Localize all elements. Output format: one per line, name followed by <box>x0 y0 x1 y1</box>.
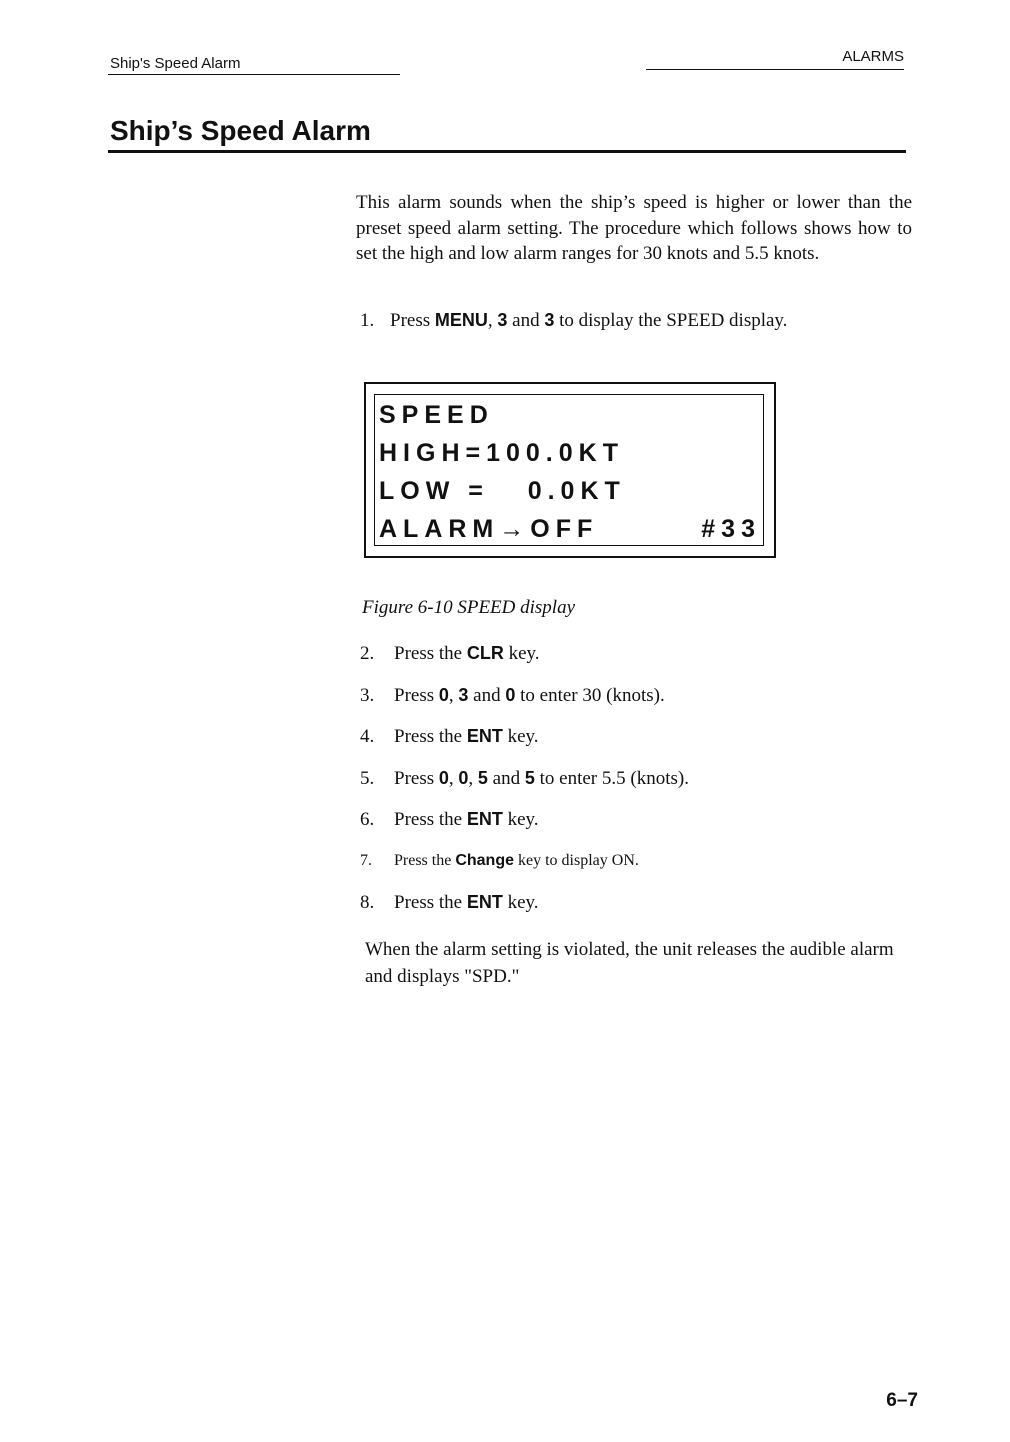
key-ent: ENT <box>466 726 503 746</box>
running-header-chapter: ALARMS <box>842 48 904 65</box>
lcd-display-number: #33 <box>701 515 761 543</box>
step-2: 2. Press the CLR key. <box>360 643 540 664</box>
header-rule-right <box>646 69 904 70</box>
step-4: 4. Press the ENT key. <box>360 726 539 747</box>
header-rule-left <box>108 74 400 75</box>
intro-paragraph: This alarm sounds when the ship’s speed is higher or lower than the preset speed alarm setting. The procedure which follows shows how to set the high and low alarm ranges for 30 knots and 5.5 knots. <box>356 192 912 264</box>
key-change: Change <box>455 852 514 869</box>
page-number: 6–7 <box>886 1390 918 1411</box>
key-clr: CLR <box>466 643 504 663</box>
lcd-line-alarm: ALARM→OFF <box>379 515 599 543</box>
running-header-section: Ship's Speed Alarm <box>110 55 241 72</box>
lcd-line-low: LOW = 0.0KT <box>379 477 626 505</box>
closing-paragraph: When the alarm setting is violated, the unit releases the audible alarm and displays "SPD." <box>365 939 894 987</box>
key-3: 3 <box>497 310 508 330</box>
section-title: Ship’s Speed Alarm <box>110 115 371 146</box>
key-menu: MENU <box>434 310 488 330</box>
key-3: 3 <box>544 310 555 330</box>
step-7: 7. Press the Change key to display ON. <box>360 852 639 869</box>
step-6: 6. Press the ENT key. <box>360 809 539 830</box>
step-1: 1. Press MENU, 3 and 3 to display the SPEED display. <box>360 310 788 331</box>
key-ent: ENT <box>466 809 503 829</box>
step-5: 5. Press 0, 0, 5 and 5 to enter 5.5 (knots). <box>360 768 689 789</box>
step-number: 1. <box>360 310 375 331</box>
lcd-line-title: SPEED <box>379 401 494 429</box>
speed-display-figure <box>364 382 776 558</box>
lcd-line-high: HIGH=100.0KT <box>379 439 624 467</box>
step-3: 3. Press 0, 3 and 0 to enter 30 (knots). <box>360 685 665 706</box>
lcd-screen <box>374 394 764 546</box>
step-8: 8. Press the ENT key. <box>360 892 539 913</box>
figure-caption: Figure 6-10 SPEED display <box>362 597 576 618</box>
title-rule <box>108 150 906 153</box>
key-ent: ENT <box>466 892 503 912</box>
